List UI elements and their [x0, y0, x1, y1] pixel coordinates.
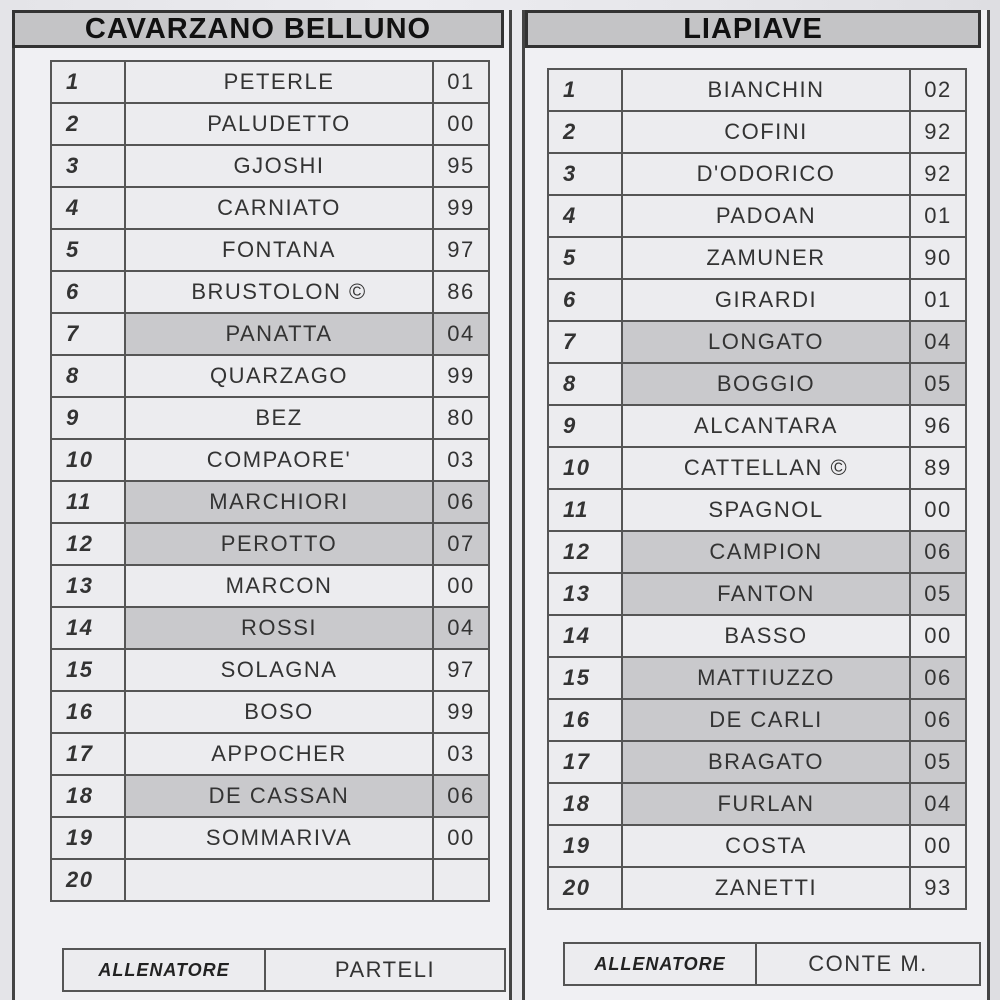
- player-year: 02: [910, 69, 966, 111]
- player-year: 04: [910, 321, 966, 363]
- roster-row: [51, 481, 489, 523]
- roster-row: [51, 271, 489, 313]
- coach-name: CONTE M.: [808, 951, 928, 976]
- roster-row: [51, 649, 489, 691]
- roster-row: [51, 523, 489, 565]
- player-number: 17: [51, 733, 125, 775]
- player-name: BRUSTOLON ©: [125, 271, 433, 313]
- player-year: 92: [910, 153, 966, 195]
- player-number: 8: [51, 355, 125, 397]
- roster-row: [51, 61, 489, 103]
- player-year: 92: [910, 111, 966, 153]
- player-number: 8: [548, 363, 622, 405]
- player-name: PANATTA: [125, 313, 433, 355]
- player-name: BEZ: [125, 397, 433, 439]
- roster-row: [548, 69, 966, 111]
- coach-row-home: [62, 948, 506, 992]
- coach-label: ALLENATORE: [64, 950, 266, 990]
- player-name: COSTA: [622, 825, 910, 867]
- player-number: 15: [51, 649, 125, 691]
- player-number: 6: [51, 271, 125, 313]
- team-name-home: CAVARZANO BELLUNO: [12, 10, 504, 48]
- player-name: CATTELLAN ©: [622, 447, 910, 489]
- player-name: FANTON: [622, 573, 910, 615]
- roster-row: [51, 733, 489, 775]
- roster-row: [51, 439, 489, 481]
- roster-row: [548, 153, 966, 195]
- team-name-away: LIAPIAVE: [525, 10, 981, 48]
- coach-label: ALLENATORE: [565, 944, 757, 984]
- player-number: 12: [51, 523, 125, 565]
- roster-row: [548, 531, 966, 573]
- player-year: 06: [433, 775, 489, 817]
- player-name: BOSO: [125, 691, 433, 733]
- player-number: 11: [548, 489, 622, 531]
- player-number: 2: [51, 103, 125, 145]
- player-year: 04: [433, 313, 489, 355]
- player-year: 05: [910, 741, 966, 783]
- player-name: GJOSHI: [125, 145, 433, 187]
- roster-row: [51, 355, 489, 397]
- roster-row: [548, 279, 966, 321]
- roster-row: [548, 825, 966, 867]
- player-number: 11: [51, 481, 125, 523]
- player-number: 14: [548, 615, 622, 657]
- player-number: 9: [51, 397, 125, 439]
- roster-row: [51, 565, 489, 607]
- player-number: 18: [548, 783, 622, 825]
- player-name: FURLAN: [622, 783, 910, 825]
- player-name: FONTANA: [125, 229, 433, 271]
- player-name: COMPAORE': [125, 439, 433, 481]
- roster-row: [51, 607, 489, 649]
- player-number: 18: [51, 775, 125, 817]
- player-year: 04: [433, 607, 489, 649]
- player-number: 16: [51, 691, 125, 733]
- player-name: MARCHIORI: [125, 481, 433, 523]
- player-name: ZAMUNER: [622, 237, 910, 279]
- player-year: 03: [433, 439, 489, 481]
- roster-row: [548, 195, 966, 237]
- player-year: 80: [433, 397, 489, 439]
- roster-table-home: [50, 60, 490, 902]
- roster-row: [548, 657, 966, 699]
- player-year: 00: [433, 103, 489, 145]
- player-number: 19: [548, 825, 622, 867]
- player-year: 89: [910, 447, 966, 489]
- player-number: 4: [548, 195, 622, 237]
- roster-row: [548, 783, 966, 825]
- player-name: ALCANTARA: [622, 405, 910, 447]
- player-year: 06: [910, 699, 966, 741]
- player-name: SOMMARIVA: [125, 817, 433, 859]
- player-name: BIANCHIN: [622, 69, 910, 111]
- team-panel-away: [522, 10, 990, 1000]
- player-name: PADOAN: [622, 195, 910, 237]
- player-number: 16: [548, 699, 622, 741]
- roster-row: [51, 229, 489, 271]
- player-name: GIRARDI: [622, 279, 910, 321]
- roster-row: [548, 111, 966, 153]
- roster-row: [51, 187, 489, 229]
- player-year: 04: [910, 783, 966, 825]
- player-name: COFINI: [622, 111, 910, 153]
- roster-row: [548, 867, 966, 909]
- player-year: 97: [433, 229, 489, 271]
- player-name: PALUDETTO: [125, 103, 433, 145]
- player-name: [125, 859, 433, 901]
- player-year: 99: [433, 691, 489, 733]
- player-number: 5: [51, 229, 125, 271]
- player-year: 06: [910, 657, 966, 699]
- player-year: 01: [910, 195, 966, 237]
- player-name: PETERLE: [125, 61, 433, 103]
- player-year: 95: [433, 145, 489, 187]
- player-name: MARCON: [125, 565, 433, 607]
- player-year: 05: [910, 363, 966, 405]
- player-number: 5: [548, 237, 622, 279]
- player-number: 2: [548, 111, 622, 153]
- player-number: 14: [51, 607, 125, 649]
- team-panel-home: [12, 10, 512, 1000]
- roster-table-away: [547, 68, 967, 910]
- roster-row: [51, 775, 489, 817]
- player-year: 00: [433, 565, 489, 607]
- player-year: 90: [910, 237, 966, 279]
- player-number: 20: [548, 867, 622, 909]
- player-name: SOLAGNA: [125, 649, 433, 691]
- roster-row: [548, 405, 966, 447]
- player-name: CARNIATO: [125, 187, 433, 229]
- player-year: 07: [433, 523, 489, 565]
- roster-row: [548, 489, 966, 531]
- player-number: 6: [548, 279, 622, 321]
- player-name: BASSO: [622, 615, 910, 657]
- player-name: BRAGATO: [622, 741, 910, 783]
- player-year: 93: [910, 867, 966, 909]
- player-name: DE CARLI: [622, 699, 910, 741]
- roster-row: [51, 103, 489, 145]
- roster-row: [548, 573, 966, 615]
- player-year: 03: [433, 733, 489, 775]
- roster-row: [548, 363, 966, 405]
- player-year: 96: [910, 405, 966, 447]
- player-name: DE CASSAN: [125, 775, 433, 817]
- player-year: 00: [433, 817, 489, 859]
- player-year: [433, 859, 489, 901]
- roster-row: [51, 859, 489, 901]
- player-year: 97: [433, 649, 489, 691]
- player-number: 3: [548, 153, 622, 195]
- player-year: 86: [433, 271, 489, 313]
- roster-row: [548, 699, 966, 741]
- player-number: 17: [548, 741, 622, 783]
- player-year: 00: [910, 615, 966, 657]
- player-number: 13: [51, 565, 125, 607]
- player-name: ROSSI: [125, 607, 433, 649]
- roster-row: [51, 313, 489, 355]
- player-year: 00: [910, 825, 966, 867]
- player-number: 15: [548, 657, 622, 699]
- player-year: 06: [910, 531, 966, 573]
- player-number: 3: [51, 145, 125, 187]
- roster-row: [548, 237, 966, 279]
- player-year: 05: [910, 573, 966, 615]
- player-name: LONGATO: [622, 321, 910, 363]
- player-number: 13: [548, 573, 622, 615]
- player-number: 1: [548, 69, 622, 111]
- player-year: 99: [433, 355, 489, 397]
- player-number: 7: [51, 313, 125, 355]
- roster-row: [548, 615, 966, 657]
- player-number: 7: [548, 321, 622, 363]
- player-name: PEROTTO: [125, 523, 433, 565]
- roster-row: [548, 321, 966, 363]
- player-name: D'ODORICO: [622, 153, 910, 195]
- player-number: 19: [51, 817, 125, 859]
- roster-row: [51, 817, 489, 859]
- player-number: 10: [51, 439, 125, 481]
- player-name: CAMPION: [622, 531, 910, 573]
- player-name: BOGGIO: [622, 363, 910, 405]
- player-number: 4: [51, 187, 125, 229]
- player-number: 1: [51, 61, 125, 103]
- coach-row-away: [563, 942, 981, 986]
- player-year: 01: [910, 279, 966, 321]
- player-year: 00: [910, 489, 966, 531]
- player-name: QUARZAGO: [125, 355, 433, 397]
- roster-row: [548, 447, 966, 489]
- player-name: MATTIUZZO: [622, 657, 910, 699]
- coach-name: PARTELI: [334, 957, 436, 982]
- roster-row: [51, 145, 489, 187]
- player-year: 06: [433, 481, 489, 523]
- player-name: APPOCHER: [125, 733, 433, 775]
- player-number: 10: [548, 447, 622, 489]
- player-number: 20: [51, 859, 125, 901]
- player-year: 01: [433, 61, 489, 103]
- roster-row: [51, 397, 489, 439]
- roster-row: [51, 691, 489, 733]
- player-number: 12: [548, 531, 622, 573]
- player-year: 99: [433, 187, 489, 229]
- player-name: SPAGNOL: [622, 489, 910, 531]
- player-name: ZANETTI: [622, 867, 910, 909]
- roster-row: [548, 741, 966, 783]
- player-number: 9: [548, 405, 622, 447]
